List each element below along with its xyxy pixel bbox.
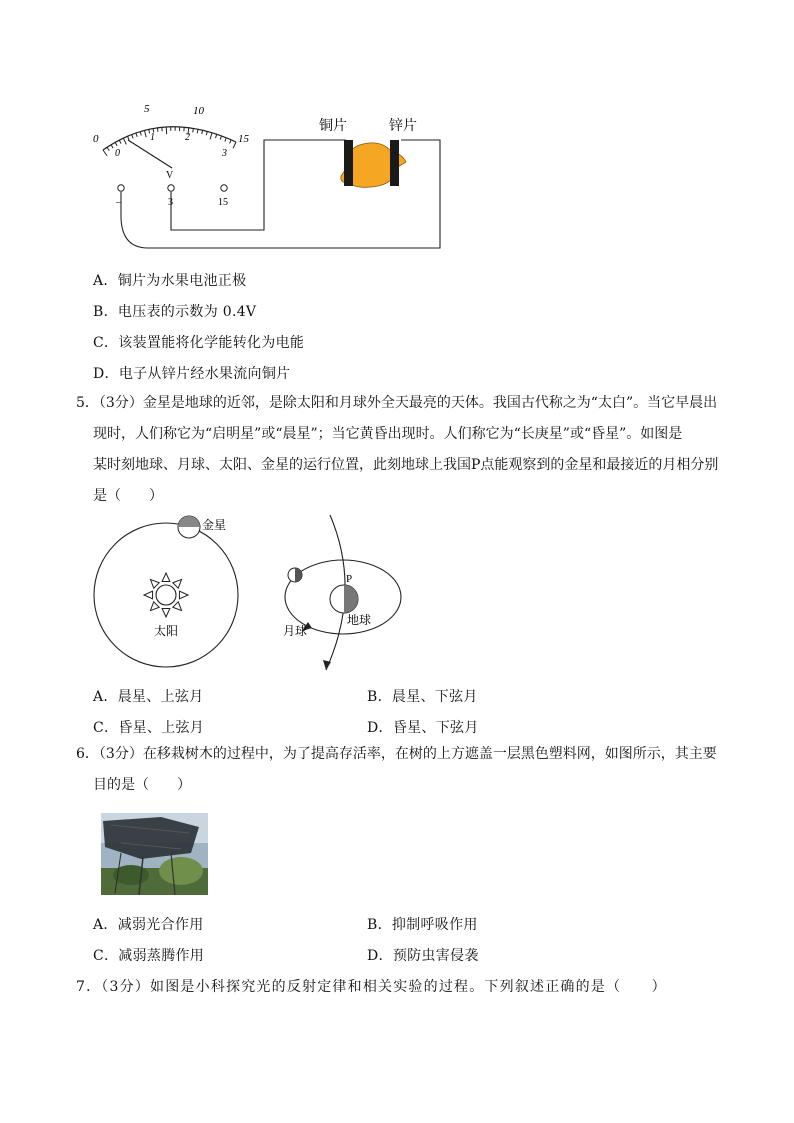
- meter-bottom-3: 3: [222, 148, 227, 159]
- p-label: P: [346, 573, 353, 585]
- terminal-minus: –: [116, 196, 122, 208]
- q5-line-4: 是（ ）: [93, 488, 163, 504]
- meter-unit-label: V: [166, 170, 174, 181]
- q6-option-a: A．减弱光合作用: [93, 917, 204, 933]
- zinc-label: 锌片: [389, 119, 417, 134]
- earth-label: 地球: [347, 613, 372, 627]
- moon-label: 月球: [283, 624, 308, 638]
- q6-option-d: D．预防虫害侵袭: [367, 948, 479, 964]
- q5-option-d: D．昏星、下弦月: [367, 720, 479, 736]
- q6-shade-net-photo: [101, 813, 208, 895]
- q6-stem: [76, 739, 736, 801]
- q4-circuit-figure: [88, 98, 448, 258]
- q5-stem: [76, 388, 736, 512]
- q4-option-a: A．铜片为水果电池正极: [93, 273, 247, 289]
- q5-line-1: 5．（3分）金星是地球的近邻，是除太阳和月球外全天最亮的天体。我国古代称之为“太白”。当它早晨出: [76, 395, 718, 411]
- q5-option-c: C．昏星、上弦月: [93, 720, 205, 736]
- terminal-3: 3: [168, 197, 173, 208]
- terminal-15: 15: [218, 197, 228, 208]
- meter-top-15: 15: [238, 133, 249, 145]
- meter-bottom-0: 0: [115, 148, 120, 159]
- q6-option-c: C．减弱蒸腾作用: [93, 948, 205, 964]
- q5-option-b: B．晨星、下弦月: [367, 689, 478, 705]
- q5-option-a: A．晨星、上弦月: [93, 689, 204, 705]
- q5-line-2: 现时，人们称它为“启明星”或“晨星”；当它黄昏出现时。人们称它为“长庚星”或“昏星”。如图是: [93, 426, 683, 442]
- q5-orbit-figure: [90, 510, 410, 675]
- meter-top-5: 5: [144, 103, 150, 115]
- meter-bottom-2: 2: [185, 132, 190, 143]
- copper-label: 铜片: [319, 119, 347, 134]
- meter-top-0: 0: [93, 133, 99, 145]
- q6-option-b: B．抑制呼吸作用: [367, 917, 478, 933]
- q5-line-3: 某时刻地球、月球、太阳、金星的运行位置，此刻地球上我国P点能观察到的金星和最接近的月相分别: [93, 457, 719, 473]
- meter-bottom-1: 1: [150, 132, 155, 143]
- q6-line-1: 6．（3分）在移栽树木的过程中，为了提高存活率，在树的上方遮盖一层黑色塑料网，如图所示，其主要: [76, 746, 717, 762]
- q4-option-b: B．电压表的示数为 0.4V: [93, 304, 257, 320]
- sun-label: 太阳: [154, 624, 179, 638]
- q6-line-2: 目的是（ ）: [93, 777, 191, 793]
- meter-top-10: 10: [193, 105, 204, 117]
- q4-option-c: C．该装置能将化学能转化为电能: [93, 335, 305, 351]
- venus-label: 金星: [202, 518, 227, 532]
- q4-option-d: D．电子从锌片经水果流向铜片: [93, 366, 291, 382]
- q7-stem: 7．（3分）如图是小科探究光的反射定律和相关实验的过程。下列叙述正确的是（ ）: [76, 979, 667, 995]
